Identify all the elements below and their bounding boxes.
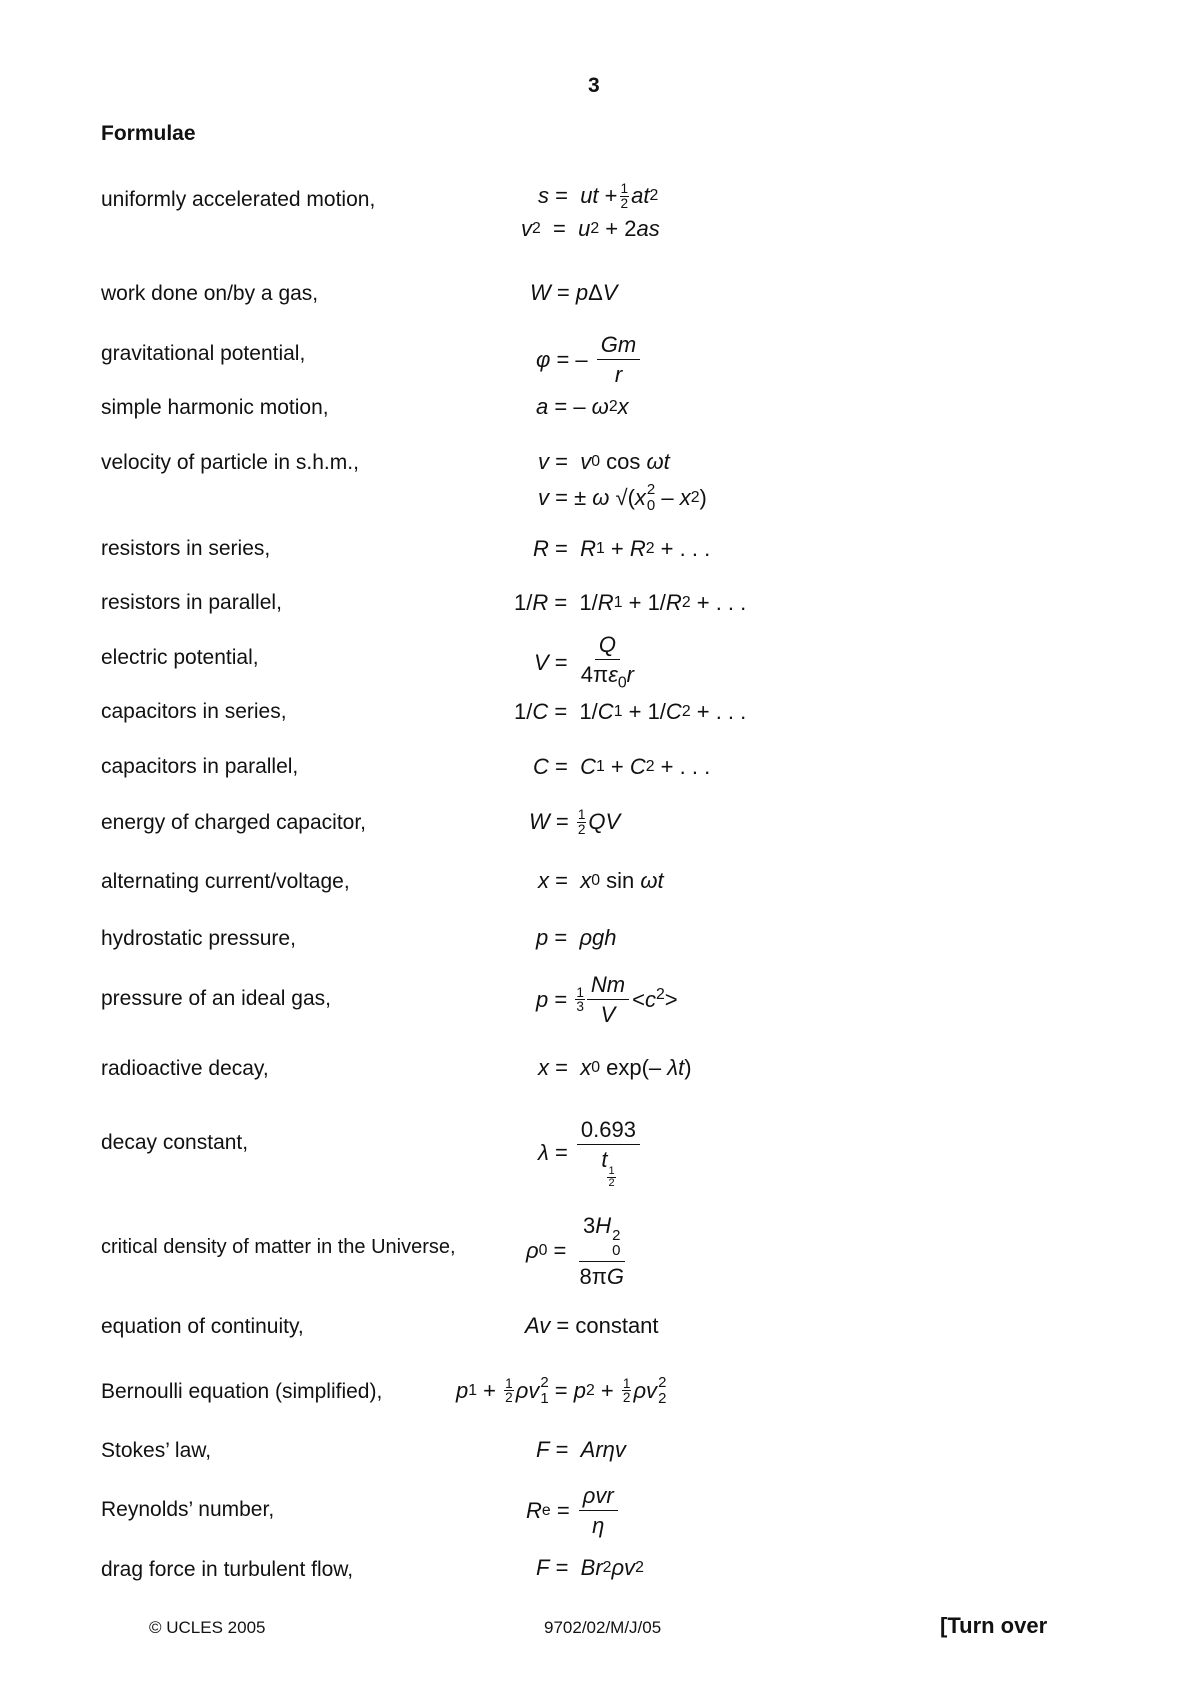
label-electric-potential: electric potential, [101,646,259,669]
decay-numerator: 0.693 [577,1117,640,1145]
formula-bernoulli: p 1 + 1 2 ρv 2 1 = p 2 + 1 2 ρv 2 2 [456,1374,667,1407]
label-simple-harmonic-motion: simple harmonic motion, [101,396,329,419]
formula-decay-constant: λ = 0.693 t $\frac{1}{2}$ [538,1117,643,1189]
exp-text: exp [606,1055,642,1080]
label-stokes-law: Stokes’ law, [101,1439,212,1462]
label-reynolds-number: Reynolds’ number, [101,1498,275,1521]
label-work-done-gas: work done on/by a gas, [101,282,319,305]
formula-reynolds: R e = $\frac{\text{ρvr}}{\eta}$ [526,1483,621,1539]
formula-velocity-sqrt: v = ± ω √( x 2 0 – x 2 ) [538,481,707,514]
paper-code: 9702/02/M/J/05 [544,1618,662,1637]
label-resistors-parallel: resistors in parallel, [101,591,282,614]
formula-capacitors-series: 1/ C = 1/ C 1 + 1/ C 2 + . . . [514,699,747,724]
formula-critical-density: ρ 0 = 3H 2 0 8πG [526,1213,625,1290]
label-energy-capacitor: energy of charged capacitor, [101,811,367,834]
formula-resistors-parallel: 1/ R = 1/ R 1 + 1/ R 2 + . . . [514,590,747,615]
formula-shm: a = – ω 2 x [536,394,629,419]
formula-electric-potential: V = $\frac{Q}{4\pi\varepsilon_0r}$ [534,632,634,692]
label-ideal-gas-pressure: pressure of an ideal gas, [101,987,331,1010]
formula-radioactive-decay: x = x 0 exp (– λt ) [538,1055,692,1080]
formula-ideal-gas: p = 1 3 $\frac{Nm}{V}$ $<c^2>$ [536,972,678,1028]
formula-alternating: x = x 0 sin ωt [538,868,664,893]
label-radioactive-decay: radioactive decay, [101,1057,269,1080]
sin-text: sin [606,868,635,893]
cos-text: cos [606,449,641,474]
label-capacitors-parallel: capacitors in parallel, [101,755,299,778]
label-drag-force: drag force in turbulent flow, [101,1558,354,1581]
label-gravitational-potential: gravitational potential, [101,342,306,365]
label-critical-density: critical density of matter in the Universe, [101,1236,456,1258]
copyright: © UCLES 2005 [149,1618,266,1637]
formula-velocity-squared: v 2 = u 2 + 2 as [521,216,660,241]
constant-text: constant [575,1313,659,1338]
label-uniformly-accelerated-motion: uniformly accelerated motion, [101,188,376,211]
formula-capacitors-parallel: C = C 1 + C 2 + . . . [533,754,711,779]
formula-displacement: s = ut + 1 2 at 2 [538,181,659,211]
formula-hydrostatic: p = ρgh [536,925,617,950]
formula-drag: F = Br 2 ρv 2 [536,1555,644,1580]
label-hydrostatic-pressure: hydrostatic pressure, [101,927,296,950]
label-decay-constant: decay constant, [101,1131,249,1154]
formula-continuity: Av = constant [525,1313,659,1338]
formula-velocity-cos: v = v 0 cos ωt [538,449,670,474]
turn-over: [Turn over [940,1613,1048,1638]
label-resistors-series: resistors in series, [101,537,271,560]
formula-work-gas: W = p Δ V [530,280,618,305]
page-title: Formulae [101,122,196,145]
label-velocity-shm: velocity of particle in s.h.m., [101,451,359,474]
formula-resistors-series: R = R 1 + R 2 + . . . [533,536,711,561]
formula-stokes: F = Arηv [536,1437,626,1462]
label-bernoulli: Bernoulli equation (simplified), [101,1380,383,1403]
label-continuity: equation of continuity, [101,1315,304,1338]
label-capacitors-series: capacitors in series, [101,700,287,723]
page-number: 3 [588,74,600,97]
formula-energy-capacitor: W = 1 2 QV [529,807,621,837]
label-alternating-current: alternating current/voltage, [101,870,350,893]
formula-gravitational-potential: φ = – $\frac{Gm}{r}$ [536,332,643,388]
